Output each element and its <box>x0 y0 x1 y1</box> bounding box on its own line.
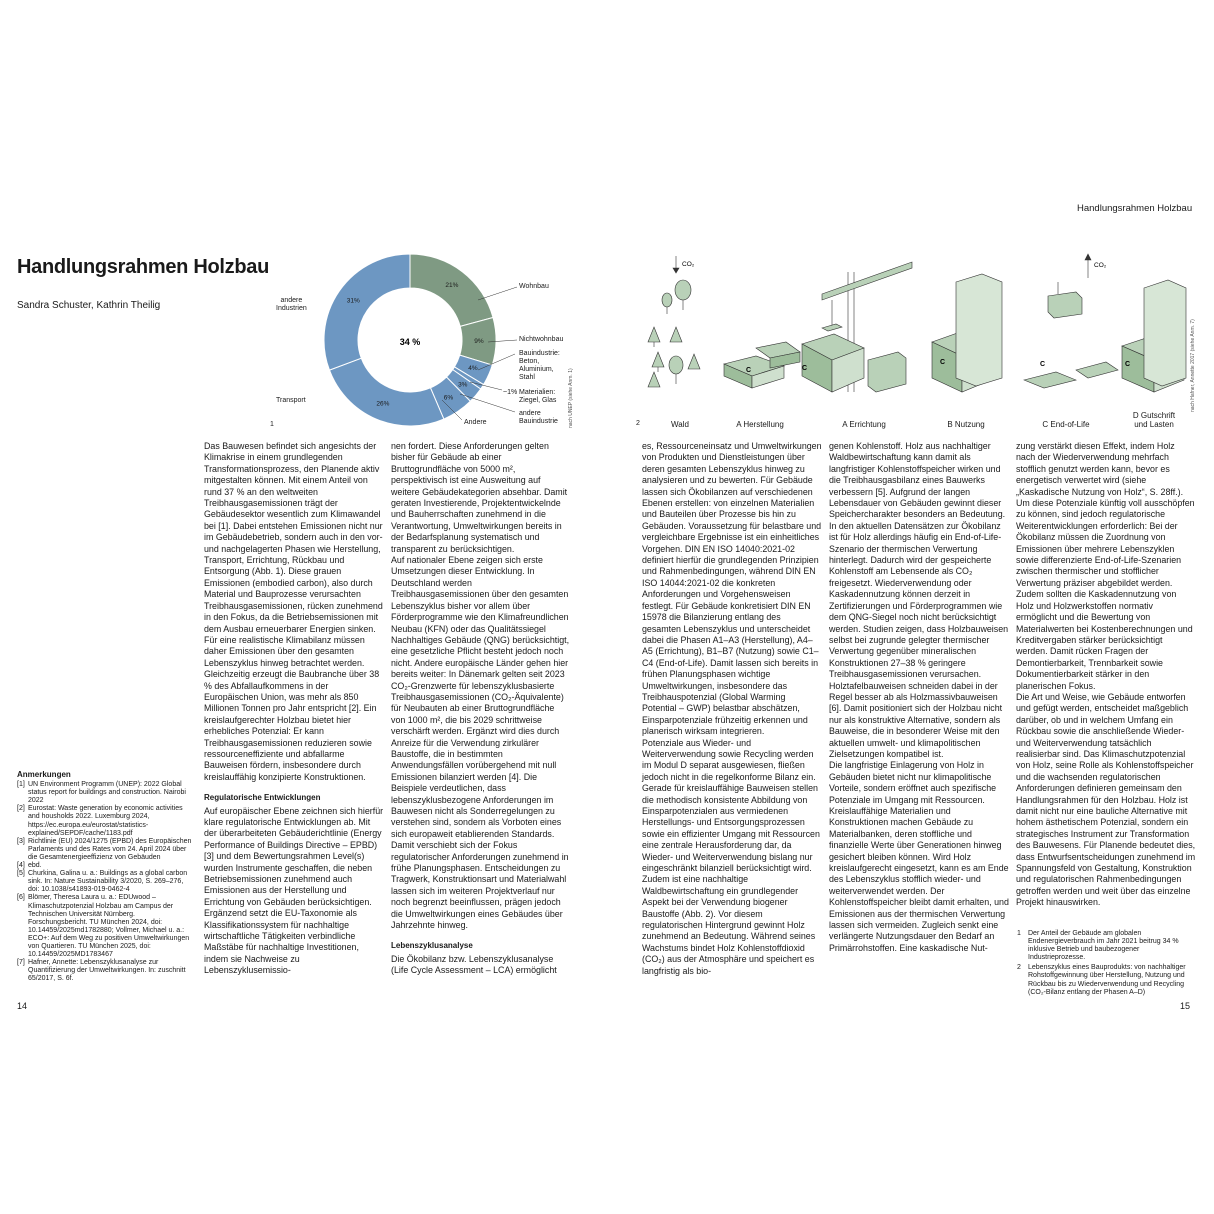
co2-label-right: CO₂ <box>1094 262 1107 269</box>
endnote-item <box>17 838 195 862</box>
section-heading-regulatorisch: Regulatorische Entwicklungen <box>204 793 321 803</box>
footnote-text: Lebenszyklus eines Bauprodukts: von nachhaltiger Rohstoffgewinnung über Herstellung, Nutzung und Rückbau bis zu Wiederverwendung und Recycling (CO₂-Bilanz entlang der Phasen A–D) <box>1028 964 1186 996</box>
body-paragraph: Die Ökobilanz bzw. Lebenszyklusanalyse (Life Cycle Assessment – LCA) ermöglicht <box>391 953 557 976</box>
endnote-key: [5] <box>17 870 25 878</box>
figure-footnotes <box>1017 930 1197 999</box>
donut-percent-label: 26% <box>376 400 390 408</box>
endnote-text: Hafner, Annette: Lebenszyklusanalyse zur Quantifizierung der Umweltwirkungen. In: zuschnitt 65/2017, S. 6f. <box>28 959 186 983</box>
body-column-5 <box>1016 441 1196 909</box>
footnote-text: Der Anteil der Gebäude am globalen Endenergieverbrauch im Jahr 2021 beitrug 34 % inklusive Betrieb und baubezogener Industrieprozesse. <box>1028 930 1179 962</box>
endnote-key: [6] <box>17 894 25 902</box>
svg-text:C: C <box>802 365 808 372</box>
figure-2-lifecycle-illustration <box>636 252 1188 422</box>
endnote-key: [3] <box>17 837 25 845</box>
donut-segment-andere <box>324 254 410 370</box>
endnotes-heading: Anmerkungen <box>17 770 71 779</box>
donut-segment-transport <box>329 358 443 426</box>
label-materialien-pct: ~1% <box>503 389 518 396</box>
body-paragraph: nen fordert. Diese Anforderungen gelten bisher für Gebäude ab einer Bruttogrundfläche von 5000 m², perspektivisch ist eine Ausweitung auf weitere Gebäudekategorien absehbar. Damit geraten Investierende, Projektentwickelnde und Bauherrschaften zunehmend in die Verantwortung, Umweltwirkungen bereits in der Bedarfsplanung systematisch und transparent zu berücksichtigen. Auf nationaler Ebene zeigen sich erste Umsetzungen dieser Entwicklung. In Deutschland werden Treibhausgasemissionen über den gesamten Lebenszyklus bisher vor allem über Förderprogramme wie den Klimafreundlichen Neubau (KFN) oder das Qualitätssiegel Nachhaltiges Gebäude (QNG) berücksichtigt, eine gesetzliche Pflicht besteht jedoch noch nicht. Andere europäische Länder gehen hier bereits weiter: In Dänemark gelten seit 2023 CO₂-Grenzwerte für lebenszyklusbasierte Treibhausgasemissionen (CO₂-Äquivalente) für Neubauten ab einer Bruttogrundfläche von 1000 m², die bis 2029 schrittweise verschärft werden. Ergänzt wird dies durch Anreize für die Verwendung zirkulärer Baustoffe, die in bestimmten Anwendungsfällen vorübergehend mit null Emissionen bilanziert werden [4]. Die Beispiele verdeutlichen, dass lebenszyklusbezogene Anforderungen im Bauwesen nicht als Sonderregelungen zu verstehen sind, sondern als Vorboten eines sich europaweit etablierenden Standards. Damit verschiebt sich der Fokus regulatorischer Anforderungen zunehmend in frühe Planungsphasen. Entscheidungen zu Tragwerk, Konstruktionsart und Materialwahl lassen sich im weiteren Projektverlauf nur noch begrenzt beeinflussen, prägen jedoch die Umweltwirkungen eines Gebäudes über Jahrzehnte hinweg. <box>391 441 570 931</box>
donut-percent-label: 6% <box>443 394 454 402</box>
body-column-2 <box>391 441 571 977</box>
body-column-4 <box>829 441 1009 954</box>
figure-1-number: 1 <box>270 421 274 428</box>
footnote-key: 2 <box>1017 964 1021 972</box>
donut-percent-label: 3% <box>458 381 468 389</box>
endnote-text: Churkina, Galina u. a.: Buildings as a global carbon sink. In: Nature Sustainability 3/2020, S. 269–276, doi: 10.1038/s41893-019-0462-4 <box>28 870 188 894</box>
endnote-item <box>17 805 195 837</box>
gutschrift-icon <box>1122 280 1186 392</box>
donut-percent-label: 21% <box>445 282 459 290</box>
label-andere-industrien: andere Industrien <box>276 297 307 312</box>
endnote-key: [1] <box>17 781 25 789</box>
caption-herstellung: A Herstellung <box>736 420 784 429</box>
label-wohnbau: Wohnbau <box>519 283 549 290</box>
footnote-item <box>1017 964 1197 996</box>
endnote-item <box>17 870 195 894</box>
donut-center-label: 34 % <box>399 337 421 347</box>
endnote-item <box>17 781 195 805</box>
figure-2-source: nach Hafner, Annette 2017 (siehe Anm. 7) <box>1190 319 1196 412</box>
article-title: Handlungsrahmen Holzbau <box>17 256 270 278</box>
body-column-3 <box>642 441 822 977</box>
caption-nutzung: B Nutzung <box>947 420 985 429</box>
forest-icon <box>648 256 700 387</box>
label-andere-bauindustrie: andere Bauindustrie <box>519 410 558 425</box>
body-column-1 <box>204 441 384 977</box>
body-paragraph: Das Bauwesen befindet sich angesichts der Klimakrise in einem grundlegenden Transformationsprozess, den Planende aktiv mitgestalten können. Mit einem Anteil von rund 37 % an den weltweiten Treibhausgasemissionen trägt der Gebäudesektor wesentlich zum Klimawandel bei [1]. Dabei entstehen Emissionen nicht nur im Gebäudebetrieb, sondern auch in den vor- und nachgelagerten Phasen wie Herstellung, Transport, Errichtung, Rückbau und Entsorgung (Abb. 1). Diese grauen Emissionen (embodied carbon), also durch Material und Bauprozesse verursachten Treibhausgasemissionen, rücken zunehmend in den Fokus, da die Betriebsemissionen mit dem Ausbau erneuerbarer Energien sinken. Für eine realistische Klimabilanz müssen daher Emissionen über den gesamten Lebenszyklus hinweg betrachtet werden. Gleichzeitig erzeugt die Baubranche über 38 % des Abfallaufkommens in der Europäischen Union, was mehr als 850 Millionen Tonnen pro Jahr entspricht [2]. Ein kreislaufgerechter Holzbau bietet hier erhebliches Potenzial: Er kann Treibhausgasemissionen reduzieren sowie ressourceneffiziente und abfallarme Bauweisen fördern, insbesondere durch kreislauffähig konzipierte Konstruktionen. <box>204 441 383 782</box>
label-andere: Andere <box>464 419 487 426</box>
svg-text:C: C <box>1125 361 1131 368</box>
endnote-text: Blömer, Theresa Laura u. a.: EDUwood – Klimaschutzpotenzial Holzbau am Campus der Technischen Universität Nürnberg. Forschungsbericht. TU München 2024, doi: 10.14459/2025md1782880; Vollmer, Michael u. a.: ECO+: Auf dem Weg zu positiven Umweltwirkungen von Quartieren. TU München 2025, doi: 10.14459/2025MD1783467 <box>28 894 190 959</box>
endnotes-list <box>17 781 195 983</box>
svg-text:C: C <box>1040 361 1046 368</box>
donut-percent-label: 4% <box>468 365 478 373</box>
section-heading-lebenszyklus: Lebenszyklusanalyse <box>391 941 473 951</box>
body-paragraph: Auf europäischer Ebene zeichnen sich hierfür klare regulatorische Entwicklungen ab. Mit der überarbeiteten Gebäuderichtlinie (Energy Performance of Buildings Directive – EPBD) [3] und dem Bewertungsrahmen Level(s) wurden Instrumente geschaffen, die neben Betriebsemissionen zunehmend auch Emissionen aus der Herstellung und Errichtung von Gebäuden berücksichtigen. Ergänzend setzt die EU-Taxonomie als Klassifikationssystem für nachhaltige wirtschaftliche Tätigkeiten verbindliche Maßstäbe für nachhaltige Investitionen, indem sie Nachweise zu Lebenszyklusemissio- <box>204 805 384 976</box>
svg-text:C: C <box>746 367 752 374</box>
co2-label-left: CO₂ <box>682 261 695 268</box>
page-number-right: 15 <box>1180 1001 1191 1011</box>
body-paragraph: genen Kohlenstoff. Holz aus nachhaltiger Waldbewirtschaftung kann damit als langfristiger Kohlenstoffspeicher wirken und die Treibhausgasbilanz eines Bauwerks verbessern [5]. Aufgrund der langen Lebensdauer von Gebäuden gewinnt dieser Speichercharakter besonders an Bedeutung. In den aktuellen Datensätzen zur Ökobilanz ist für Holz allerdings häufig ein End-of-Life-Szenario der thermischen Verwertung hinterlegt. Dadurch wird der gespeicherte Kohlenstoff am Lebensende als CO₂ freigesetzt. Wiederverwendung oder Kaskadennutzung können derzeit in Zertifizierungen und Förderprogrammen wie dem QNG-Siegel noch nicht berücksichtigt werden. Studien zeigen, dass Holzbauweisen selbst bei zugrunde gelegter thermischer Verwertung gegenüber mineralischen Konstruktionen 27–38 % geringere Treibhausgasemissionen verursachen. Holztafelbauweisen schneiden dabei in der Regel besser ab als Holzmassivbauweisen [6]. Damit positioniert sich der Holzbau nicht nur als konstruktive Alternative, sondern als Bauweise, die in besonderer Weise mit den aktuellen umwelt- und klimapolitischen Zielsetzungen kompatibel ist. Die langfristige Einlagerung von Holz in Gebäuden bietet nicht nur klimapolitische Vorteile, sondern eröffnet auch spezifische Potenziale im Umgang mit Ressourcen. Kreislauffähige Materialien und Konstruktionen machen Gebäude zu Materialbanken, deren stoffliche und finanzielle Werte über Generationen hinweg gesichert bleiben können. Wird Holz kreislaufgerecht eingesetzt, kann es am Ende des Lebenszyklus stofflich wieder- und weiterverwendet werden. Der Kohlenstoffspeicher bleibt damit erhalten, und Emissionen aus der thermischen Verwertung lassen sich vermeiden. Zugleich senkt eine verlängerte Nutzungsdauer den Bedarf an Primärrohstoffen. Eine kaskadische Nut- <box>829 441 1009 953</box>
endnote-key: [7] <box>17 959 25 967</box>
label-bauindustrie: Bauindustrie: Beton, Aluminium, Stahl <box>519 350 560 381</box>
caption-gutschrift: D Gutschrift und Lasten <box>1132 411 1176 429</box>
endnotes <box>17 771 195 983</box>
footnote-key: 1 <box>1017 930 1021 937</box>
endnote-text: ebd. <box>28 862 42 870</box>
body-paragraph: zung verstärkt diesen Effekt, indem Holz nach der Wiederverwendung mehrfach stofflich genutzt werden kann, bevor es energetisch verwertet wird (siehe „Kaskadische Nutzung von Holz“, S. 28ff.). Um diese Potenziale künftig voll ausschöpfen zu können, sind jedoch regulatorische Weiterentwicklungen erforderlich: Bei der Ökobilanz müssen die Zuordnung von Emissionen über mehrere Lebenszyklen sowie differenzierte End-of-Life-Szenarien zwischen thermischer und stofflicher Verwertung präziser abgebildet werden. Zudem sollten die Kaskadennutzung von Holz und Holzwerkstoffen normativ ermöglicht und die Bewertung von Materialwerten bei Kostenberechnungen und Kreditvergaben stärker berücksichtigt werden. Damit rücken Fragen der Demontierbarkeit, Trennbarkeit sowie Dokumentierbarkeit stärker in den planerischen Fokus. Die Art und Weise, wie Gebäude entworfen und gefügt werden, entscheidet maßgeblich darüber, ob und in welchem Umfang ein Rückbau sowie die anschließende Wieder- und Weiterverwendung tatsächlich realisierbar sind. Das Klimaschutzpotenzial von Holz, seine Rolle als Kohlenstoffspeicher und die wachsenden regulatorischen Anforderungen definieren gemeinsam den Handlungsrahmen für den Holzbau. Holz ist damit nicht nur eine bauliche Alternative mit hohem ästhetischem Potenzial, sondern ein strategisches Instrument zur Transformation des Bauwesens. Für Planende bedeutet dies, dass Entwurfsentscheidungen zunehmend im Spannungsfeld von Gestaltung, Konstruktion und regulatorischen Rahmenbedingungen getroffen werden und weit über das einzelne Projekt hinauswirken. <box>1016 441 1196 908</box>
article-authors: Sandra Schuster, Kathrin Theilig <box>17 300 161 311</box>
label-transport: Transport <box>276 397 306 404</box>
label-nichtwohnbau: Nichtwohnbau <box>519 336 564 343</box>
page-number-left: 14 <box>17 1001 28 1011</box>
footnotes-list <box>1017 930 1197 997</box>
label-materialien: Materialien: Ziegel, Glas <box>519 389 557 404</box>
donut-percent-label: 31% <box>346 297 360 305</box>
caption-errichtung: A Errichtung <box>842 420 886 429</box>
endnote-text: Eurostat: Waste generation by economic activities and housholds 2022. Luxemburg 2024, https://ec.europa.eu/eurostat/statistics-explained/SEPDF/cache/1183.pdf <box>28 805 183 837</box>
donut-percent-label: 9% <box>474 338 484 346</box>
endnote-key: [4] <box>17 862 25 870</box>
footnote-item <box>1017 930 1197 962</box>
nutzung-icon <box>932 274 1002 392</box>
caption-wald: Wald <box>671 420 689 429</box>
errichtung-icon <box>802 262 912 392</box>
caption-end-of-life: C End-of-Life <box>1042 420 1090 429</box>
endnote-item <box>17 894 195 959</box>
donut-segment-wohnbau <box>410 254 493 326</box>
endnote-key: [2] <box>17 805 25 813</box>
figure-2-number: 2 <box>636 420 640 427</box>
end-of-life-icon <box>1024 254 1118 388</box>
figure-1-source: nach UNEP (siehe Anm. 1) <box>568 368 574 428</box>
body-paragraph: es, Ressourceneinsatz und Umweltwirkungen von Produkten und Dienstleistungen über deren gesamten Lebenszyklus hinweg zu analysieren und zu bewerten. Für Gebäude lassen sich Ökobilanzen auf verschiedenen Ebenen erstellen: von einzelnen Materialien und Bauteilen über Prozesse bis hin zu Gebäuden. Voraussetzung für belastbare und vergleichbare Ergebnisse ist ein einheitliches Vorgehen. DIN EN ISO 14040:2021-02 definiert hierfür die grundlegenden Prinzipien und Rahmenbedingungen, während DIN EN ISO 14044:2021-02 die konkreten Anforderungen und Vorgehensweisen festlegt. Für Gebäude konkretisiert DIN EN 15978 die Bilanzierung entlang des gesamten Lebenszyklus und unterscheidet dabei die Phasen A1–A3 (Herstellung), A4–A5 (Errichtung), B1–B7 (Nutzung) sowie C1–C4 (End-of-Life). Damit lassen sich bereits in frühen Planungsphasen wichtige Umweltwirkungen, insbesondere das Treibhauspotenzial (Global Warming Potential – GWP) belastbar abschätzen, Einsparpotenziale frühzeitig erkennen und planerisch wirksam integrieren. Potenziale aus Wieder- und Weiterverwendung sowie Recycling werden im Modul D separat ausgewiesen, fließen jedoch nicht in die regelkonforme Bilanz ein. Gerade für kreislauffähige Bauweisen stellen die methodisch konsistente Abbildung von Einsparpotenzialen aus vermiedenen Herstellungs- und Entsorgungsprozessen sowie ein effizienter Umgang mit Ressourcen eine zentrale Herausforderung dar, da Wieder- und Weiterverwendung bislang nur eingeschränkt bilanziell berücksichtigt wird. Zudem ist eine nachhaltige Waldbewirtschaftung ein grundlegender Aspekt bei der Verwendung biogener Baustoffe (Abb. 2). Vor diesem regulatorischen Hintergrund gewinnt Holz zunehmend an Bedeutung. Während seines Wachstums bindet Holz Kohlenstoffdioxid (CO₂) aus der Atmosphäre und speichert es langfristig als bio- <box>642 441 822 976</box>
endnote-item <box>17 959 195 983</box>
running-head: Handlungsrahmen Holzbau <box>1077 203 1193 214</box>
herstellung-icon <box>724 342 800 388</box>
endnote-text: UN Environment Programm (UNEP): 2022 Global status report for buildings and construction. Nairobi 2022 <box>28 781 186 805</box>
endnote-text: Richtlinie (EU) 2024/1275 (EPBD) des Europäischen Parlaments und des Rates vom 24. April 2024 über die Gesamtenergieeffizienz von Gebäuden <box>28 837 192 861</box>
svg-text:C: C <box>940 359 946 366</box>
endnote-item <box>17 862 195 870</box>
